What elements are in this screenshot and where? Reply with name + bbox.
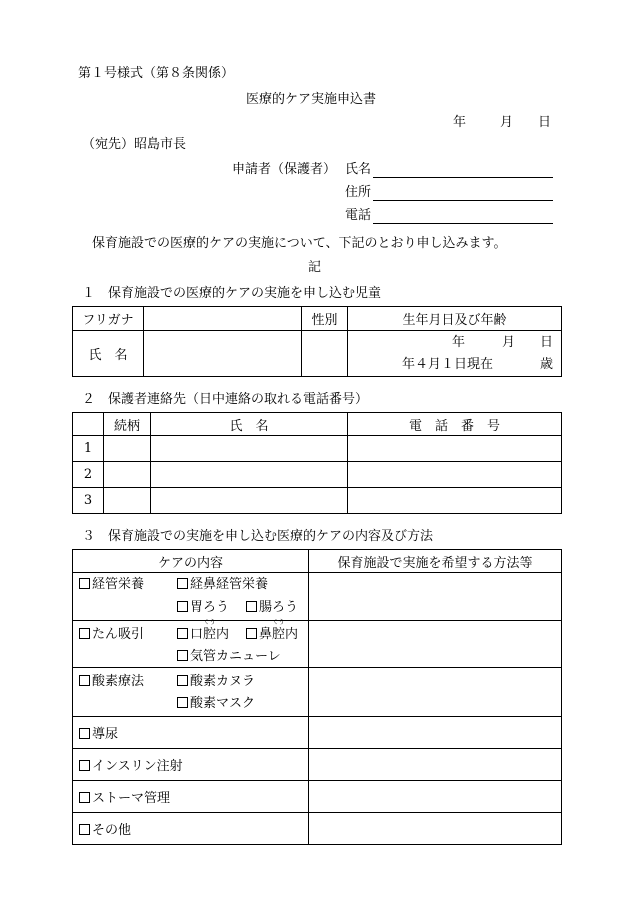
checkbox[interactable] (79, 675, 90, 686)
applicant-phone-label: 電話 (345, 208, 372, 223)
oxygen-therapy-option[interactable]: 酸素療法 (79, 674, 144, 690)
stoma-option[interactable]: ストーマ管理 (73, 781, 309, 813)
nasal-cavity-option[interactable]: 鼻 くう 腔内 (246, 627, 298, 643)
checkbox[interactable] (79, 792, 90, 803)
applicant-name-row (345, 162, 553, 178)
care-content-header: ケアの内容 (73, 550, 309, 573)
checkbox[interactable] (246, 628, 257, 639)
checkbox[interactable] (177, 650, 188, 661)
addressee: （宛先）昭島市長 (82, 137, 187, 152)
row-number: 2 (73, 462, 104, 488)
tracheal-cannula-option[interactable]: 気管カニューレ (177, 649, 281, 665)
applicant-phone-field[interactable] (373, 208, 553, 224)
oral-cavity-option[interactable]: 口 くう 腔内 (177, 627, 229, 643)
relation-field[interactable] (104, 488, 151, 514)
phone-field[interactable] (348, 488, 562, 514)
child-name-label: 氏 名 (73, 331, 144, 377)
gastrostomy-option[interactable]: 胃ろう (177, 600, 229, 616)
checkbox[interactable] (79, 824, 90, 835)
care-table (72, 549, 562, 845)
gender-field[interactable] (302, 331, 348, 377)
table-row (73, 436, 562, 462)
date-day-label: 日 (538, 115, 552, 130)
phone-field[interactable] (348, 462, 562, 488)
stoma-method-field[interactable] (309, 781, 562, 813)
gender-label: 性別 (302, 307, 348, 331)
form-number: 第１号様式（第８条関係） (78, 66, 235, 81)
catheterization-method-field[interactable] (309, 717, 562, 749)
row-number: 1 (73, 436, 104, 462)
intro-text: 保育施設での医療的ケアの実施について、下記のとおり申し込みます。 (92, 236, 507, 251)
care-method-header: 保育施設で実施を希望する方法等 (309, 550, 562, 573)
furigana-field[interactable] (144, 307, 302, 331)
relation-field[interactable] (104, 462, 151, 488)
ki-label: 記 (308, 260, 322, 275)
relation-header: 続柄 (104, 413, 151, 436)
birth-month-label: 月 (502, 335, 516, 350)
checkbox[interactable] (79, 628, 90, 639)
section3-heading: ３ 保育施設での実施を申し込む医療的ケアの内容及び方法 (82, 529, 434, 544)
guardian-name-field[interactable] (151, 488, 348, 514)
suction-option[interactable]: たん吸引 (79, 627, 144, 643)
guardian-contact-table (72, 412, 562, 514)
table-row (73, 488, 562, 514)
guardian-name-header: 氏 名 (151, 413, 348, 436)
checkbox[interactable] (177, 601, 188, 612)
insulin-option[interactable]: インスリン注射 (73, 749, 309, 781)
table-row (73, 462, 562, 488)
insulin-method-field[interactable] (309, 749, 562, 781)
checkbox[interactable] (177, 697, 188, 708)
birth-day-label: 日 (540, 335, 554, 350)
oxygen-mask-option[interactable]: 酸素マスク (177, 696, 255, 712)
header-blank-cell (73, 413, 104, 436)
care-row-stoma (73, 781, 562, 813)
oxygen-method-field[interactable] (309, 668, 562, 717)
care-row-tube-feeding (73, 573, 562, 621)
oxygen-cannula-option[interactable]: 酸素カヌラ (177, 674, 255, 690)
applicant-name-label: 氏名 (345, 162, 372, 177)
enterostomy-option[interactable]: 腸ろう (246, 600, 298, 616)
child-table (72, 306, 562, 377)
care-row-other (73, 813, 562, 845)
nasal-tube-option[interactable]: 経鼻経管栄養 (177, 577, 268, 593)
child-name-field[interactable] (144, 331, 302, 377)
checkbox[interactable] (246, 601, 257, 612)
birth-field[interactable] (348, 331, 562, 377)
care-row-catheterization (73, 717, 562, 749)
checkbox[interactable] (177, 628, 188, 639)
row-number: 3 (73, 488, 104, 514)
phone-field[interactable] (348, 436, 562, 462)
date-month-label: 月 (500, 115, 514, 130)
applicant-address-label: 住所 (345, 185, 372, 200)
date-year-label: 年 (453, 115, 467, 130)
birth-label: 生年月日及び年齢 (348, 307, 562, 331)
checkbox[interactable] (177, 578, 188, 589)
applicant-address-row (345, 185, 553, 201)
other-method-field[interactable] (309, 813, 562, 845)
other-option[interactable]: その他 (73, 813, 309, 845)
applicant-label: 申請者（保護者） (232, 162, 337, 177)
care-row-oxygen (73, 668, 562, 717)
guardian-name-field[interactable] (151, 436, 348, 462)
checkbox[interactable] (79, 728, 90, 739)
suction-method-field[interactable] (309, 621, 562, 668)
applicant-phone-row (345, 208, 553, 224)
section2-heading: ２ 保護者連絡先（日中連絡の取れる電話番号） (82, 392, 369, 407)
furigana-label: フリガナ (73, 307, 144, 331)
applicant-name-field[interactable] (373, 162, 553, 178)
guardian-name-field[interactable] (151, 462, 348, 488)
age-label: 歳 (540, 357, 554, 372)
checkbox[interactable] (177, 675, 188, 686)
tube-feeding-option[interactable]: 経管栄養 (79, 577, 144, 593)
as-of-label: 年４月１日現在 (402, 357, 494, 372)
catheterization-option[interactable]: 導尿 (73, 717, 309, 749)
checkbox[interactable] (79, 760, 90, 771)
phone-header: 電 話 番 号 (348, 413, 562, 436)
applicant-address-field[interactable] (373, 185, 553, 201)
page-title: 医療的ケア実施申込書 (246, 92, 377, 107)
checkbox[interactable] (79, 578, 90, 589)
care-row-insulin (73, 749, 562, 781)
birth-year-label: 年 (452, 335, 466, 350)
relation-field[interactable] (104, 436, 151, 462)
care-row-suction (73, 621, 562, 668)
tube-feeding-method-field[interactable] (309, 573, 562, 621)
section1-heading: １ 保育施設での医療的ケアの実施を申し込む児童 (82, 286, 382, 301)
